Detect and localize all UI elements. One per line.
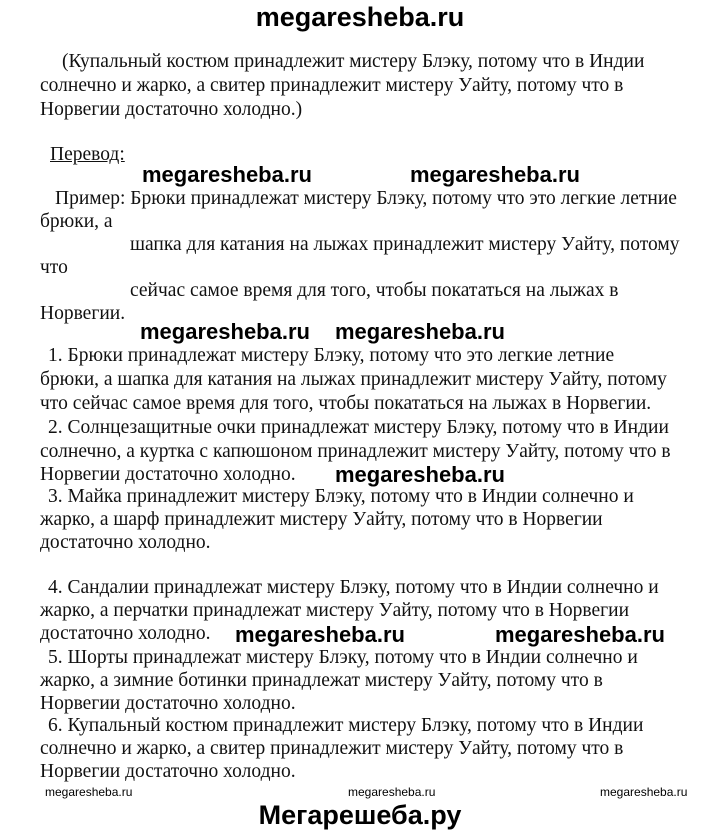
intro-line: Норвегии достаточно холодно.) [40, 99, 303, 120]
item-line: жарко, а перчатки принадлежат мистеру Уайту, потому что в Норвегии [40, 600, 629, 621]
item-line: 6. Купальный костюм принадлежит мистеру Блэку, потому что в Индии [48, 715, 644, 736]
watermark: megaresheba.ru [142, 162, 312, 187]
item-line: 3. Майка принадлежит мистеру Блэку, потому что в Индии солнечно и [48, 486, 634, 507]
item-line: Норвегии достаточно холодно. [40, 464, 296, 485]
item-line: достаточно холодно. [40, 532, 211, 553]
item-line: Норвегии достаточно холодно. [40, 761, 296, 782]
item-line: солнечно и жарко, а свитер принадлежит мистеру Уайту, потому что в [40, 738, 624, 759]
item-line: жарко, а зимние ботинки принадлежат мистеру Уайту, потому что в [40, 670, 603, 691]
watermark: megaresheba.ru [495, 622, 665, 647]
watermark: megaresheba.ru [410, 162, 580, 187]
example-line: сейчас самое время для того, чтобы покататься на лыжах в [130, 280, 619, 301]
watermark: megaresheba.ru [335, 462, 505, 487]
item-line: солнечно, а куртка с капюшоном принадлежит мистеру Уайту, потому что в [40, 441, 671, 462]
watermark-small: megaresheba.ru [45, 785, 133, 799]
item-line: жарко, а шарф принадлежит мистеру Уайту, потому что в Норвегии [40, 509, 603, 530]
example-line: брюки, а [40, 211, 113, 232]
watermark-small: megaresheba.ru [600, 785, 688, 799]
example-line: Норвегии. [40, 303, 126, 324]
watermark: megaresheba.ru [335, 319, 505, 344]
intro-line: (Купальный костюм принадлежит мистеру Блэку, потому что в Индии [62, 51, 645, 72]
watermark: megaresheba.ru [235, 622, 405, 647]
item-line: 1. Брюки принадлежат мистеру Блэку, потому что это легкие летние [48, 345, 615, 366]
item-line: 4. Сандалии принадлежат мистеру Блэку, потому что в Индии солнечно и [48, 577, 659, 598]
item-line: 2. Солнцезащитные очки принадлежат мистеру Блэку, потому что в Индии [48, 417, 669, 438]
item-line: брюки, а шапка для катания на лыжах принадлежит мистеру Уайту, потому [40, 369, 667, 390]
watermark-small: megaresheba.ru [348, 785, 436, 799]
item-line: Норвегии достаточно холодно. [40, 693, 296, 714]
intro-line: солнечно и жарко, а свитер принадлежит мистеру Уайту, потому что в [40, 75, 624, 96]
item-line: 5. Шорты принадлежат мистеру Блэку, потому что в Индии солнечно и [48, 647, 638, 668]
site-footer: Мегарешеба.ру [258, 800, 462, 830]
example-line: шапка для катания на лыжах принадлежит мистеру Уайту, потому [130, 234, 680, 255]
watermark: megaresheba.ru [140, 319, 310, 344]
example-line: Пример: Брюки принадлежат мистеру Блэку, потому что это легкие летние [55, 188, 677, 209]
example-line: что [40, 257, 68, 278]
translation-heading: Перевод: [50, 144, 125, 165]
site-header: megaresheba.ru [255, 2, 465, 32]
item-line: что сейчас самое время для того, чтобы покататься на лыжах в Норвегии. [40, 393, 652, 414]
item-line: достаточно холодно. [40, 623, 211, 644]
